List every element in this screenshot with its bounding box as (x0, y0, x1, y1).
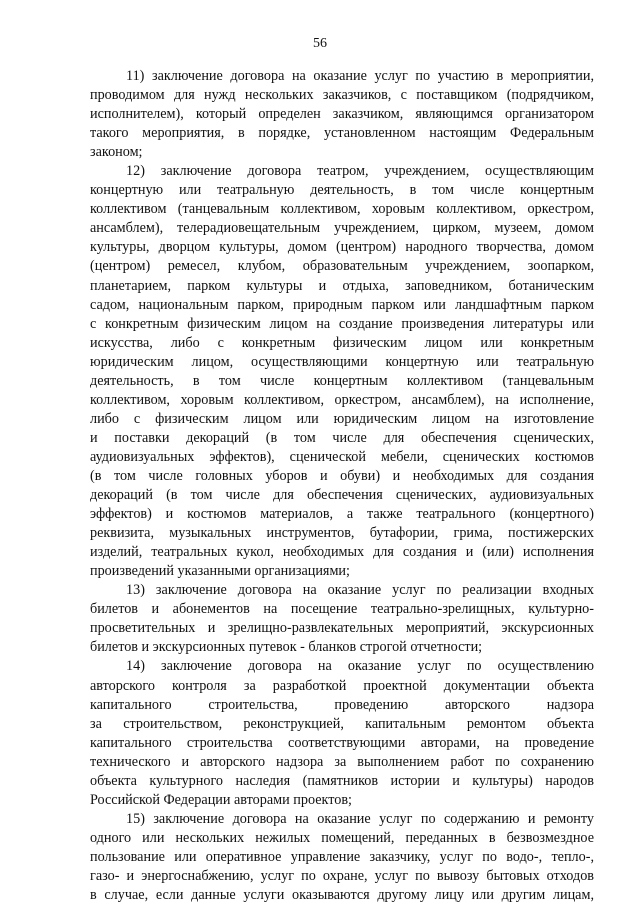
text-line: авторского контроля за разработкой проектной документации объекта (90, 677, 594, 694)
text-line: билетов и абонементов на посещение театрально-зрелищных, культурно- (90, 601, 594, 618)
text-line: одного или нескольких нежилых помещений, переданных в безвозмездное (90, 829, 594, 846)
text-line: садом, национальным парком, природным парком или ландшафтным парком (90, 296, 594, 313)
text-line: эффектов) и костюмов материалов, а также театрального (концертного) (90, 506, 594, 523)
text-line: коллективом, хоровым коллективом, оркестром, ансамблем), на исполнение, (90, 391, 594, 408)
text-line: с конкретным физическим лицом на создание произведения литературы или (90, 315, 594, 332)
text-line: пользование или оперативное управление заказчику, услуг по водо-, тепло-, (90, 848, 594, 865)
text-line: аудиовизуальных эффектов), сценической мебели, сценических костюмов (90, 448, 594, 465)
text-line: билетов и экскурсионных путевок - бланков строгой отчетности; (90, 639, 483, 656)
document-body (90, 67, 594, 905)
text-line: планетарием, парком культуры и отдыха, заповедником, ботаническим (90, 277, 594, 294)
text-line: 14) заключение договора на оказание услуг по осуществлению (126, 658, 594, 675)
text-line: реквизита, музыкальных инструментов, бутафории, грима, постижерских (90, 525, 594, 542)
text-line: такого мероприятия, в порядке, установленном настоящим Федеральным (90, 125, 594, 142)
text-line: произведений указанными организациями; (90, 563, 350, 580)
text-line: и поставки декораций (в том числе для обеспечения сценических, (90, 429, 594, 446)
text-line: культуры, дворцом культуры, домом (центром) народного творчества, домом (90, 239, 594, 256)
text-line: 12) заключение договора театром, учреждением, осуществляющим (126, 163, 594, 180)
text-line: технического и авторского надзора за выполнением работ по сохранению (90, 753, 594, 770)
text-line: просветительных и зрелищно-развлекательных мероприятий, экскурсионных (90, 620, 594, 637)
text-line: ансамблем), телерадиовещательным учреждением, цирком, музеем, домом (90, 220, 594, 237)
text-line: Российской Федерации авторами проектов; (90, 791, 352, 808)
text-line: деятельность, в том числе концертным коллективом (танцевальным (90, 372, 594, 389)
text-line: либо с физическим лицом или юридическим лицом на изготовление (90, 410, 594, 427)
text-line: искусства, либо с конкретным физическим лицом или конкретным (90, 334, 594, 351)
text-line: 11) заключение договора на оказание услуг по участию в мероприятии, (126, 68, 594, 84)
text-line: за строительством, реконструкцией, капитальным ремонтом объекта (90, 715, 594, 732)
text-line: концертную или театральную деятельность, в том числе концертным (90, 182, 594, 199)
text-line: (в том числе головных уборов и обуви) и необходимых для создания (90, 467, 594, 484)
text-line: проводимом для нужд нескольких заказчиков, с поставщиком (подрядчиком, (90, 87, 594, 104)
text-line: 15) заключение договора на оказание услуг по содержанию и ремонту (126, 810, 594, 827)
text-line: 13) заключение договора на оказание услуг по реализации входных (126, 582, 594, 599)
text-line: газо- и энергоснабжению, услуг по охране, услуг по вывозу бытовых отходов (90, 867, 594, 884)
text-line: в случае, если данные услуги оказываются другому лицу или другим лицам, (90, 887, 594, 904)
text-line: юридическим лицом, осуществляющими концертную или театральную (90, 353, 594, 370)
text-line: капитального строительства, проведению авторского надзора (90, 696, 594, 713)
text-line: коллективом (танцевальным коллективом, хоровым коллективом, оркестром, (90, 201, 594, 218)
text-line: капитального строительства соответствующими авторами, на проведение (90, 734, 594, 751)
text-line: объекта культурного наследия (памятников истории и культуры) народов (90, 772, 594, 789)
text-line: декораций (в том числе для обеспечения сценических, аудиовизуальных (90, 487, 594, 504)
page-number: 56 (313, 36, 327, 51)
text-line: исполнителем), который определен заказчиком, являющимся организатором (90, 106, 594, 123)
text-line: изделий, театральных кукол, необходимых для создания и (или) исполнения (90, 544, 594, 561)
text-line: (центром) ремесел, клубом, образовательным учреждением, зоопарком, (90, 258, 594, 275)
text-line: законом; (90, 144, 143, 161)
